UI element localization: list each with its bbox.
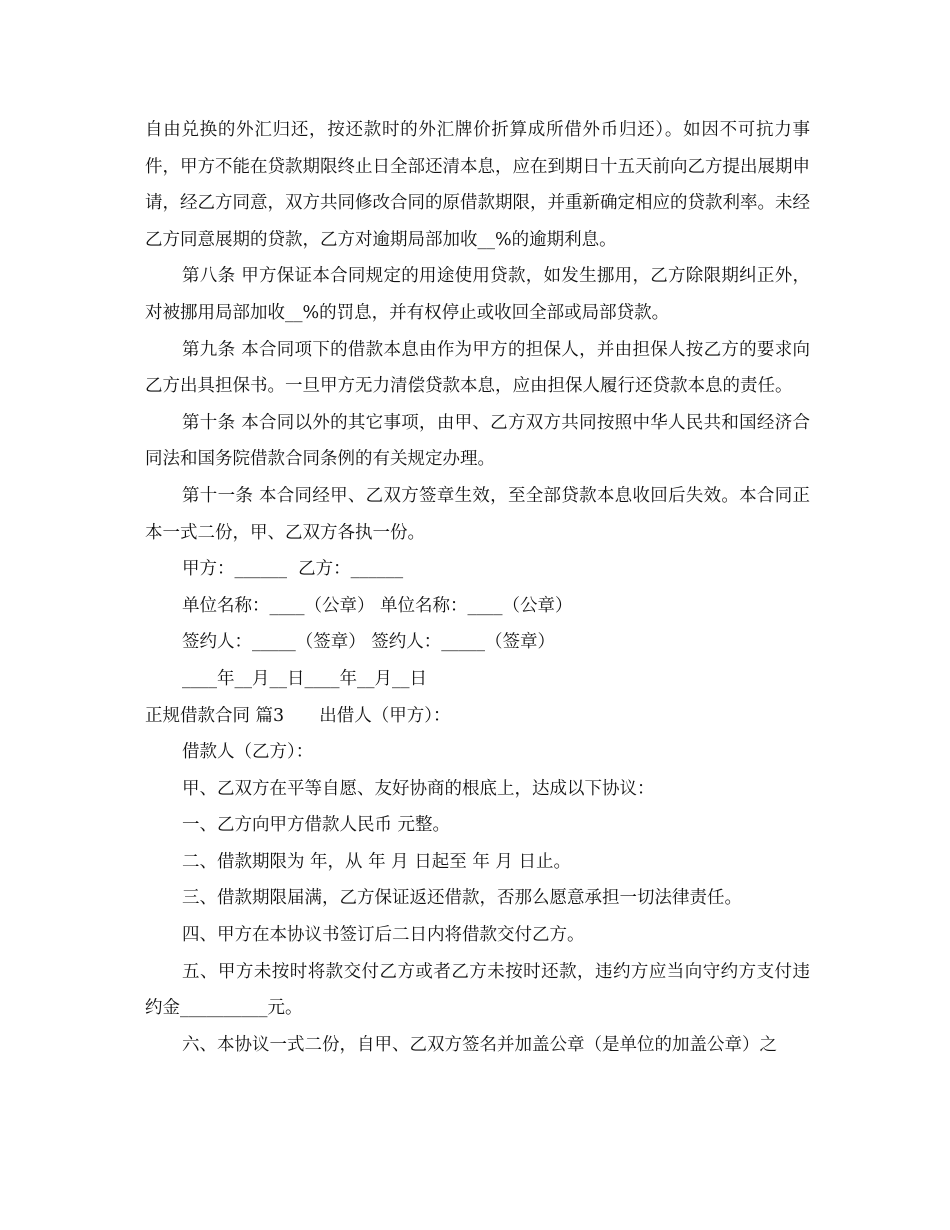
- paragraph-article-10: 第十条 本合同以外的其它事项，由甲、乙方双方共同按照中华人民共和国经济合同法和国务院借款合同条例的有关规定办理。: [145, 412, 810, 470]
- document-body: [145, 112, 810, 1063]
- clause-2: 二、借款期限为 年，从 年 月 日起至 年 月 日止。: [182, 851, 571, 872]
- paragraph-article-8: 第八条 甲方保证本合同规定的用途使用贷款，如发生挪用，乙方除限期纠正外，对被挪用局部加收__%的罚息，并有权停止或收回全部或局部贷款。: [145, 266, 810, 323]
- clause-6: 六、本协议一式二份，自甲、乙双方签名并加盖公章（是单位的加盖公章）之: [182, 1034, 777, 1055]
- clause-5: 五、甲方未按时将款交付乙方或者乙方未按时还款，违约方应当向守约方支付违约金__________元。: [145, 961, 810, 1019]
- paragraph-article-9: 第九条 本合同项下的借款本息由作为甲方的担保人，并由担保人按乙方的要求向乙方出具担保书。一旦甲方无力清偿贷款本息，应由担保人履行还贷款本息的责任。: [145, 339, 810, 397]
- paragraph-article-11: 第十一条 本合同经甲、乙双方签章生效，至全部贷款本息收回后失效。本合同正本一式二份，甲、乙双方各执一份。: [145, 485, 810, 543]
- signature-parties-line: 甲方：______ 乙方：______: [182, 559, 404, 580]
- borrower-line: 借款人（乙方）：: [182, 742, 314, 763]
- paragraph-repayment-terms: 自由兑换的外汇归还，按还款时的外汇牌价折算成所借外币归还）。如因不可抗力事件，甲方不能在贷款期限终止日全部还清本息，应在到期日十五天前向乙方提出展期申请，经乙方同意，双方共同修改合同的原借款期限，并重新确定相应的贷款利率。未经乙方同意展期的贷款，乙方对逾期局部加收__%的逾期利息。: [145, 120, 810, 250]
- clause-4: 四、甲方在本协议书签订后二日内将借款交付乙方。: [182, 925, 585, 946]
- signature-unit-name-line: 单位名称：____（公章） 单位名称：____（公章）: [182, 595, 573, 616]
- signature-date-line: ____年__月__日____年__月__日: [182, 668, 427, 689]
- agreement-preamble: 甲、乙双方在平等自愿、友好协商的根底上，达成以下协议：: [182, 778, 655, 799]
- clause-1: 一、乙方向甲方借款人民币 元整。: [182, 815, 451, 836]
- signature-signatory-line: 签约人：_____（签章） 签约人：_____（签章）: [182, 632, 556, 653]
- clause-3: 三、借款期限届满，乙方保证返还借款，否那么愿意承担一切法律责任。: [182, 888, 742, 909]
- section-heading-contract-3: 正规借款合同 篇3 出借人（甲方）：: [145, 705, 451, 726]
